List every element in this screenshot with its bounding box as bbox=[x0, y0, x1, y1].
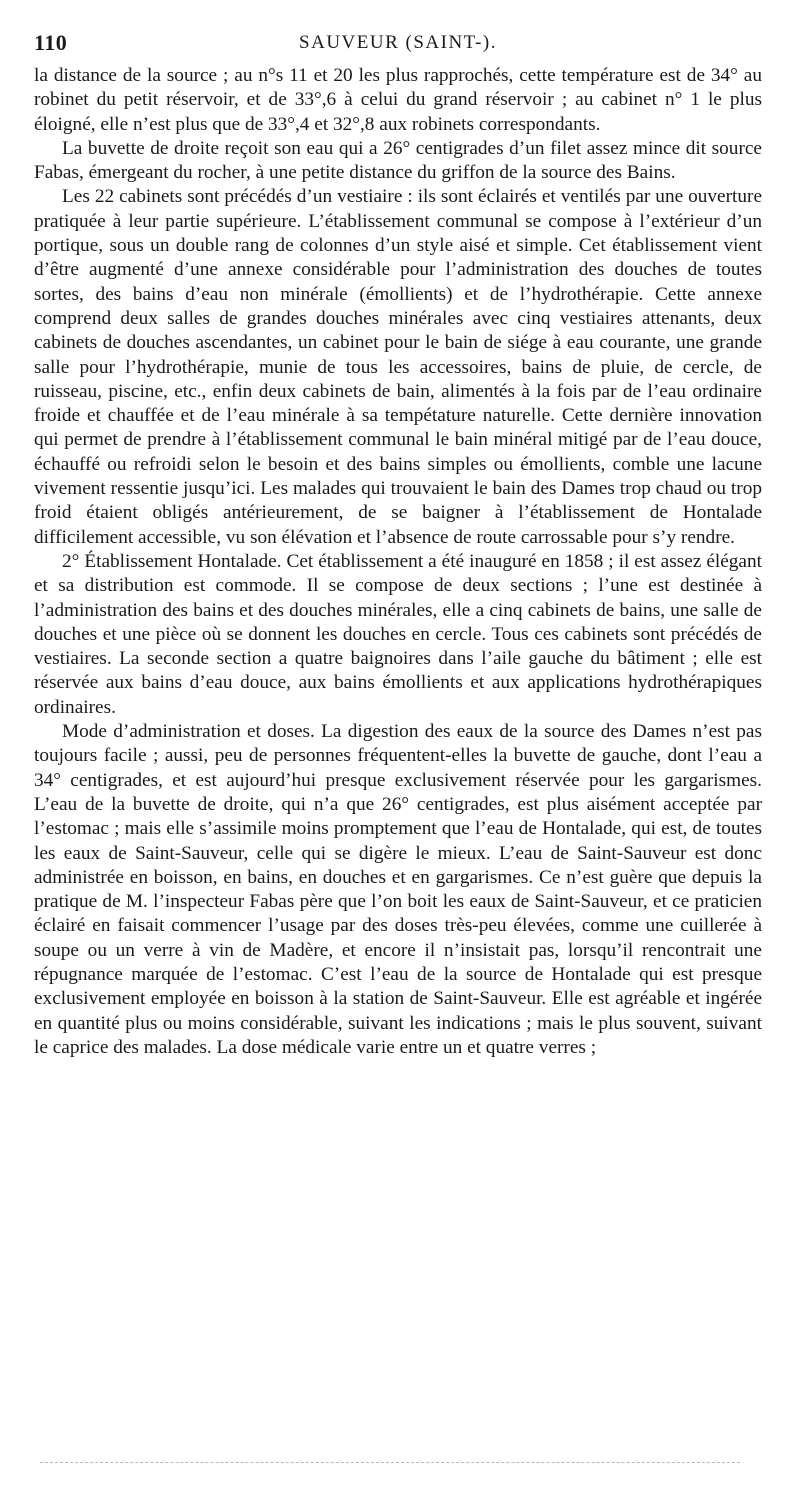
paragraph-buvette-droite: La buvette de droite reçoit son eau qui a 26° centigrades d’un filet assez mince dit source Fabas, émergeant du rocher, à une petite distance du griffon de la source des Bains. bbox=[34, 137, 762, 184]
paragraph-cabinets: Les 22 cabinets sont précédés d’un vestiaire : ils sont éclairés et ventilés par une ouverture pratiquée à leur partie supérieure. L’établissement communal se compose à l’extérieur d’un portique, sous un double rang de colonnes d’un style aisé et simple. Cet établissement vient d’être augmenté d’une annexe considérable pour l’administration des douches de toutes sortes, des bains d’eau non minérale (émollients) et de l’hydrothérapie. Cette annexe comprend deux salles de grandes douches minérales avec cinq vestiaires attenants, deux cabinets de douches ascendantes, un cabinet pour le bain de siége à eau courante, une grande salle pour l’hydrothérapie, munie de tous les accessoires, bains de pluie, de cercle, de ruisseau, piscine, etc., enfin deux cabinets de bain, alimentés à la fois par de l’eau ordinaire froide et chauffée et de l’eau minérale à sa tempétature naturelle. Cette dernière innovation qui permet de prendre à l’établissement communal le bain minéral mitigé par de l’eau douce, échauffé ou refroidi selon le besoin et des bains simples ou émollients, comble une lacune vivement ressentie jusqu’ici. Les malades qui trouvaient le bain des Dames trop chaud ou trop froid étaient obligés antérieurement, de se baigner à l’établissement de Hontalade difficilement accessible, vu son élévation et l’absence de route carrossable pour s’y rendre. bbox=[34, 186, 762, 548]
body-text bbox=[34, 64, 762, 1060]
running-head bbox=[34, 30, 762, 58]
paragraph-continuation: la distance de la source ; au n°s 11 et 20 les plus rapprochés, cette température est de 34° au robinet du petit réservoir, et de 33°,6 à celui du grand réservoir ; au cabinet n° 1 le plus éloigné, elle n’est plus que de 33°,4 et 32°,8 aux robinets correspondants. bbox=[34, 65, 762, 135]
running-title: SAUVEUR (SAINT-). bbox=[299, 32, 497, 53]
paragraph-hontalade: 2° Établissement Hontalade. Cet établissement a été inauguré en 1858 ; il est assez élégant et sa distribution est commode. Il se compose de deux sections ; l’une est destinée à l’administration des bains et des douches minérales, elle a cinq cabinets de bains, une salle de douches et une pièce où se donnent les douches en cercle. Tous ces cabinets sont précédés de vestiaires. La seconde section a quatre baignoires dans l’aile gauche du bâtiment ; elle est réservée aux bains d’eau douce, aux bains émollients et aux applications hydrothérapiques ordinaires. bbox=[34, 550, 762, 718]
page-number: 110 bbox=[34, 30, 68, 55]
footer-rule bbox=[40, 1462, 740, 1463]
paragraph-mode-administration: Mode d’administration et doses. La digestion des eaux de la source des Dames n’est pas toujours facile ; aussi, peu de personnes fréquentent-elles la buvette de gauche, dont l’eau a 34° centigrades, et est aujourd’hui presque exclusivement réservée pour les gargarismes. L’eau de la buvette de droite, qui n’a que 26° centigrades, est plus aisément acceptée par l’estomac ; mais elle s’assimile moins promptement que l’eau de Hontalade, qui est, de toutes les eaux de Saint-Sauveur, celle qui se digère le mieux. L’eau de Saint-Sauveur est donc administrée en boisson, en bains, en douches et en gargarismes. Ce n’est guère que depuis la pratique de M. l’inspecteur Fabas père que l’on boit les eaux de Saint-Sauveur, et ce praticien éclairé en faisait commencer l’usage par des doses très-peu élevées, comme une cuillerée à soupe ou un verre à vin de Madère, et encore il n’insistait pas, lorsqu’il rencontrait une répugnance marquée de l’estomac. C’est l’eau de la source de Hontalade qui est presque exclusivement employée en boisson à la station de Saint-Sauveur. Elle est agréable et ingérée en quantité plus ou moins considérable, suivant les indications ; mais le plus souvent, suivant le caprice des malades. La dose médicale varie entre un et quatre verres ; bbox=[34, 721, 762, 1058]
